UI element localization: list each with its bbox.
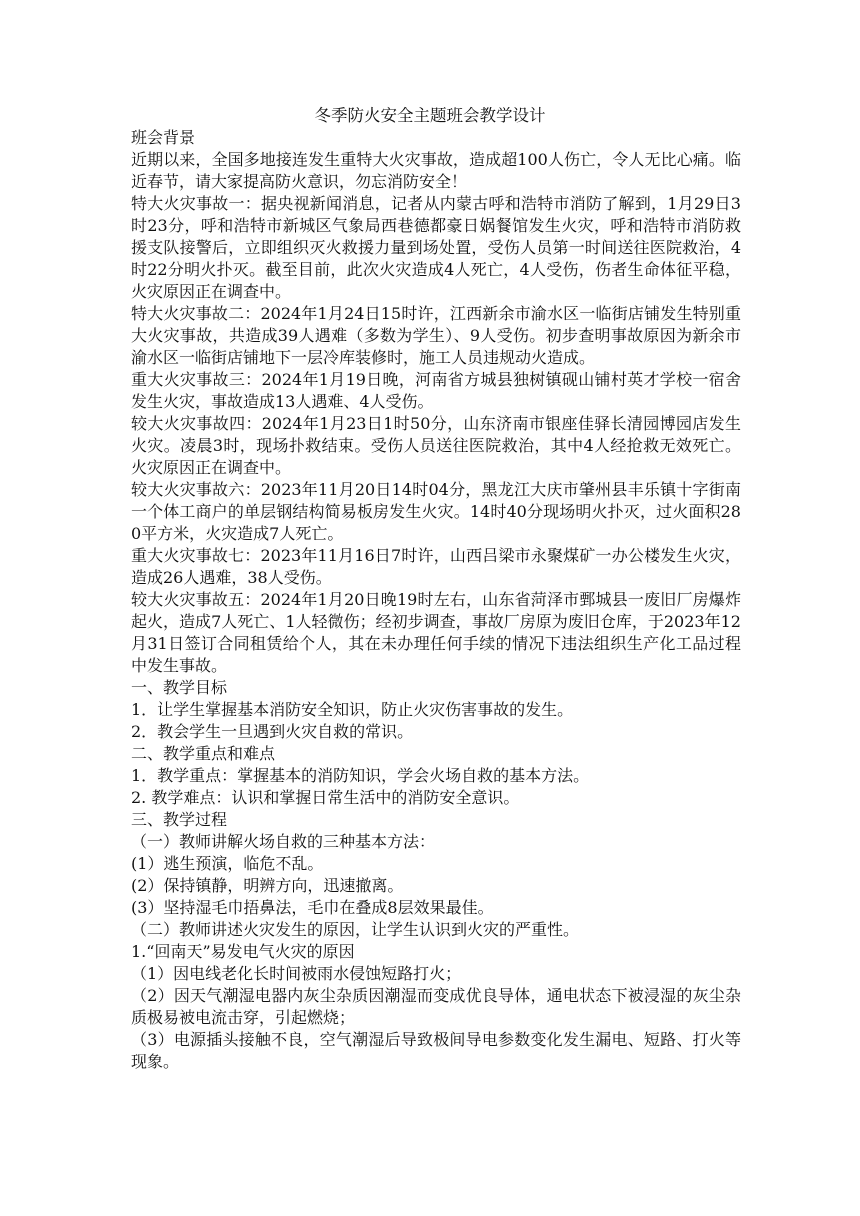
subsection-heading: （二）教师讲述火灾发生的原因，让学生认识到火灾的严重性。 (131, 920, 580, 939)
section-heading-objectives: 一、教学目标 (131, 678, 228, 697)
method-item: (2）保持镇静，明辨方向，迅速撤离。 (131, 876, 404, 895)
paragraph-accident-4: 较大火灾事故四：2024年1月23日1时50分，山东济南市银座佳驿长清园博园店发生火灾。凌晨3时，现场扑救结束。受伤人员送往医院救治，其中4人经抢救无效死亡。火灾原因正在调查中。 (131, 414, 741, 477)
paragraph-accident-1: 特大火灾事故一：据央视新闻消息，记者从内蒙古呼和浩特市消防了解到，1月29日3时23分，呼和浩特市新城区气象局西巷德都豪日娲餐馆发生火灾，呼和浩特市消防救援支队接警后，立即组织灭火救援力量到场处置，受伤人员第一时间送往医院救治，4时22分明火扑灭。截至目前，此次火灾造成4人死亡，4人受伤，伤者生命体征平稳，火灾原因正在调查中。 (131, 194, 741, 301)
method-item: (1）逃生预演，临危不乱。 (131, 854, 324, 873)
paragraph-accident-7: 重大火灾事故七：2023年11月16日7时许，山西吕梁市永聚煤矿一办公楼发生火灾，造成26人遇难，38人受伤。 (131, 546, 741, 587)
subsection-heading: （一）教师讲解火场自救的三种基本方法： (131, 832, 436, 851)
section-heading-background: 班会背景 (131, 128, 196, 147)
paragraph-accident-5: 较大火灾事故五：2024年1月20日晚19时左右，山东省菏泽市鄄城县一废旧厂房爆炸起火，造成7人死亡、1人轻微伤；经初步调查，事故厂房原为废旧仓库，于2023年12月31日签订合同租赁给个人，其在未办理任何手续的情况下违法组织生产化工品过程中发生事故。 (131, 590, 741, 675)
key-point-item: 1．教学重点：掌握基本的消防知识，学会火场自救的基本方法。 (131, 766, 590, 785)
paragraph-accident-2: 特大火灾事故二：2024年1月24日15时许，江西新余市渝水区一临街店铺发生特别重大火灾事故，共造成39人遇难（多数为学生）、9人受伤。初步查明事故原因为新余市渝水区一临街店铺地下一层冷库装修时，施工人员违规动火造成。 (131, 304, 741, 367)
cause-item: （3）电源插头接触不良，空气潮湿后导致极间导电参数变化发生漏电、短路、打火等现象。 (131, 1030, 741, 1071)
document-body (131, 127, 741, 1073)
key-point-item: 2. 教学难点：认识和掌握日常生活中的消防安全意识。 (131, 788, 520, 807)
cause-heading: 1.“回南天”易发电气火灾的原因 (131, 942, 355, 961)
method-item: (3）坚持湿毛巾捂鼻法，毛巾在叠成8层效果最佳。 (131, 898, 494, 917)
cause-item: （1）因电线老化长时间被雨水侵蚀短路打火； (131, 964, 462, 983)
cause-item: （2）因天气潮湿电器内灰尘杂质因潮湿而变成优良导体，通电状态下被浸湿的灰尘杂质极易被电流击穿，引起燃烧； (131, 986, 741, 1027)
objective-item: 2．教会学生一旦遇到火灾自救的常识。 (131, 722, 414, 741)
document-title: 冬季防火安全主题班会教学设计 (314, 106, 546, 125)
paragraph-accident-3: 重大火灾事故三：2024年1月19日晚，河南省方城县独树镇砚山铺村英才学校一宿舍发生火灾，事故造成13人遇难、4人受伤。 (131, 370, 741, 411)
section-heading-process: 三、教学过程 (131, 810, 228, 829)
section-heading-key-points: 二、教学重点和难点 (131, 744, 276, 763)
paragraph-accident-6: 较大火灾事故六：2023年11月20日14时04分，黑龙江大庆市肇州县丰乐镇十字街南一个体工商户的单层钢结构简易板房发生火灾。14时40分现场明火扑灭，过火面积280平方米，火灾造成7人死亡。 (131, 480, 741, 543)
paragraph-intro: 近期以来，全国多地接连发生重特大火灾事故，造成超100人伤亡，令人无比心痛。临近春节，请大家提高防火意识，勿忘消防安全！ (131, 150, 741, 191)
objective-item: 1．让学生掌握基本消防安全知识，防止火灾伤害事故的发生。 (131, 700, 574, 719)
